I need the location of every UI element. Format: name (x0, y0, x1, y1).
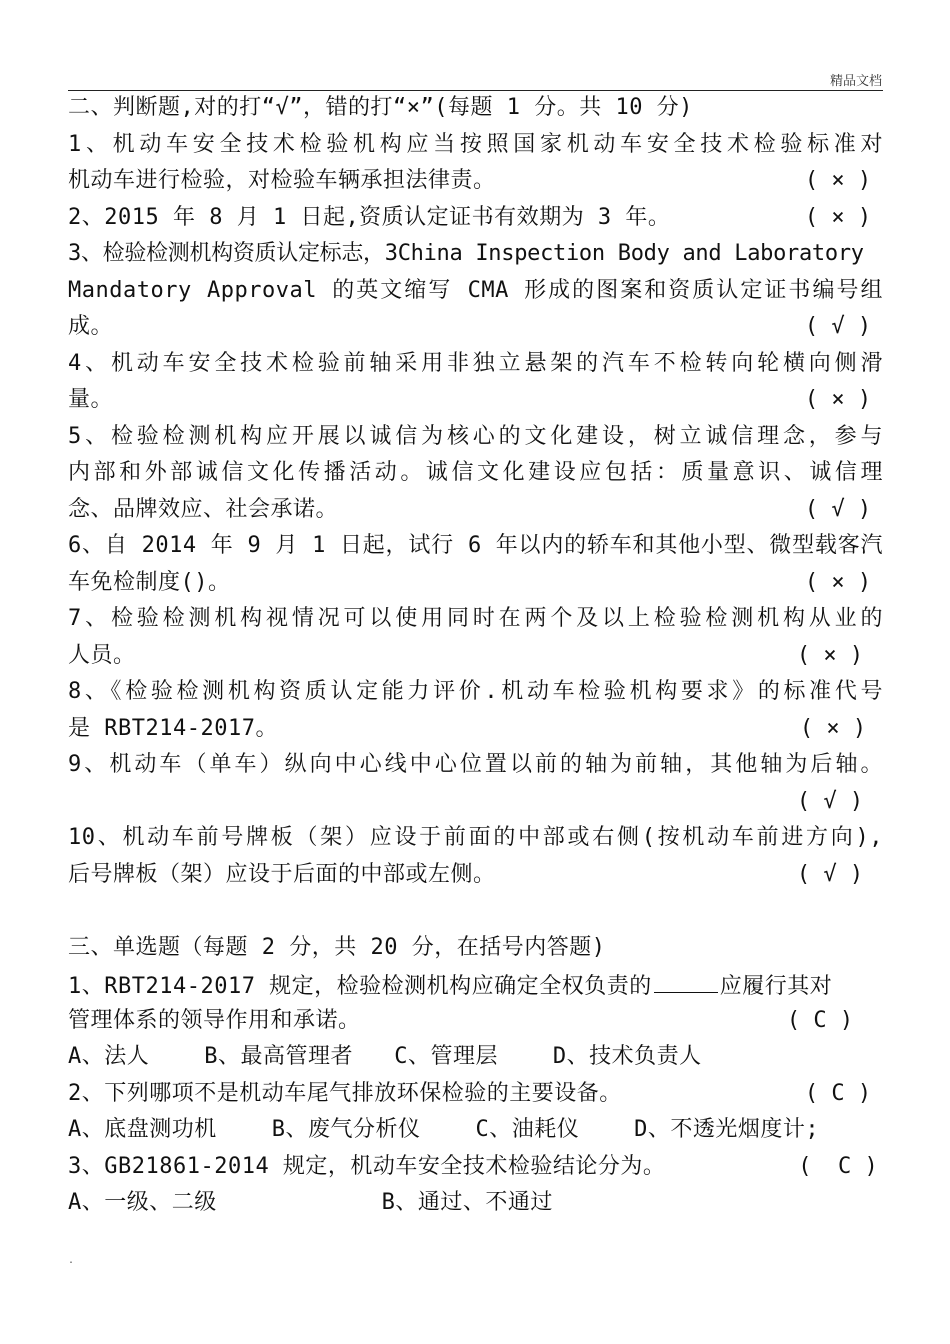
section-heading-single: 三、单选题（每题 2 分，共 20 分，在括号内答题) (68, 934, 606, 960)
question-text: 管理体系的领导作用和承诺。 (68, 1007, 361, 1033)
section-heading-judge: 二、判断题,对的打“√”，错的打“×”(每题 1 分。共 10 分) (68, 95, 693, 120)
question-item (68, 309, 883, 346)
answer-mark: ( √ ) (796, 788, 864, 814)
question-text: 车免检制度()。 (68, 569, 231, 595)
footer-mark: . (68, 1255, 75, 1266)
question-text: 后号牌板（架）应设于后面的中部或左侧。 (68, 861, 496, 887)
question-item (68, 492, 883, 529)
question-item (68, 966, 883, 1003)
answer-mark: ( C ) (804, 1080, 872, 1106)
question-text: 5、检验检测机构应开展以诚信为核心的文化建设，树立诚信理念，参与 (68, 423, 883, 449)
answer-mark: ( C ) (798, 1153, 878, 1179)
question-text: 机动车进行检验，对检验车辆承担法律责。 (68, 168, 496, 193)
question-item (68, 200, 883, 237)
question-text: 是 RBT214-2017。 (68, 715, 278, 741)
answer-mark: ( × ) (804, 569, 872, 595)
header-label: 精品文档 (829, 74, 882, 89)
answer-mark: ( √ ) (796, 861, 864, 887)
question-text: 1、RBT214-2017 规定，检验检测机构应确定全权负责的 (68, 974, 652, 999)
answer-mark: ( × ) (804, 168, 872, 193)
answer-mark: ( √ ) (804, 496, 872, 522)
question-text: 2、下列哪项不是机动车尾气排放环保检验的主要设备。 (68, 1080, 622, 1106)
question-item (68, 784, 883, 821)
answer-blank (654, 966, 718, 993)
question-item (68, 163, 883, 200)
answer-mark: ( × ) (804, 387, 872, 412)
document-body (68, 90, 883, 1222)
section-spacer (68, 893, 883, 930)
question-text: 念、品牌效应、社会承诺。 (68, 496, 339, 522)
question-text: 成。 (68, 314, 114, 339)
answer-mark: ( × ) (796, 642, 864, 668)
question-text: 2、2015 年 8 月 1 日起,资质认定证书有效期为 3 年。 (68, 204, 671, 230)
question-item (68, 711, 883, 748)
question-item (68, 857, 883, 894)
question-text: 人员。 (68, 642, 136, 668)
question-text: 3、GB21861-2014 规定，机动车安全技术检验结论分为。 (68, 1153, 666, 1179)
question-text: 9、机动车（单车）纵向中心线中心位置以前的轴为前轴，其他轴为后轴。 (68, 752, 883, 777)
question-text: 内部和外部诚信文化传播活动。诚信文化建设应包括：质量意识、诚信理 (68, 460, 883, 485)
question-text: 1、机动车安全技术检验机构应当按照国家机动车安全技术检验标准对 (68, 131, 883, 157)
question-item (68, 565, 883, 602)
question-options: A、一级、二级 B、通过、不通过 (68, 1190, 553, 1215)
question-options: A、底盘测功机 B、废气分析仪 C、油耗仪 D、不透光烟度计; (68, 1117, 820, 1142)
answer-mark: ( × ) (799, 715, 867, 741)
question-text: 10、机动车前号牌板（架）应设于前面的中部或右侧(按机动车前进方向), (68, 825, 883, 850)
question-item (68, 1076, 883, 1113)
question-text: 7、检验检测机构视情况可以使用同时在两个及以上检验检测机构从业的 (68, 606, 883, 631)
question-text: 4、机动车安全技术检验前轴采用非独立悬架的汽车不检转向轮横向侧滑 (68, 350, 883, 376)
answer-mark: ( C ) (786, 1007, 854, 1033)
question-text: 6、自 2014 年 9 月 1 日起，试行 6 年以内的轿车和其他小型、微型载客汽 (68, 533, 883, 558)
question-text: 3、检验检测机构资质认定标志，3China Inspection Body and Laboratory (68, 241, 864, 266)
question-text: 量。 (68, 387, 114, 412)
question-item (68, 638, 883, 675)
answer-mark: ( × ) (804, 204, 872, 230)
question-options: A、法人 B、最高管理者 C、管理层 D、技术负责人 (68, 1044, 702, 1069)
question-item (68, 382, 883, 419)
question-text: 应履行其对 (719, 974, 833, 999)
question-text: 8、《检验检测机构资质认定能力评价.机动车检验机构要求》的标准代号 (68, 679, 883, 704)
answer-mark: ( √ ) (804, 314, 872, 339)
question-item (68, 1149, 883, 1186)
question-text: Mandatory Approval 的英文缩写 CMA 形成的图案和资质认定证书编号组 (68, 277, 883, 303)
question-item (68, 1003, 883, 1040)
